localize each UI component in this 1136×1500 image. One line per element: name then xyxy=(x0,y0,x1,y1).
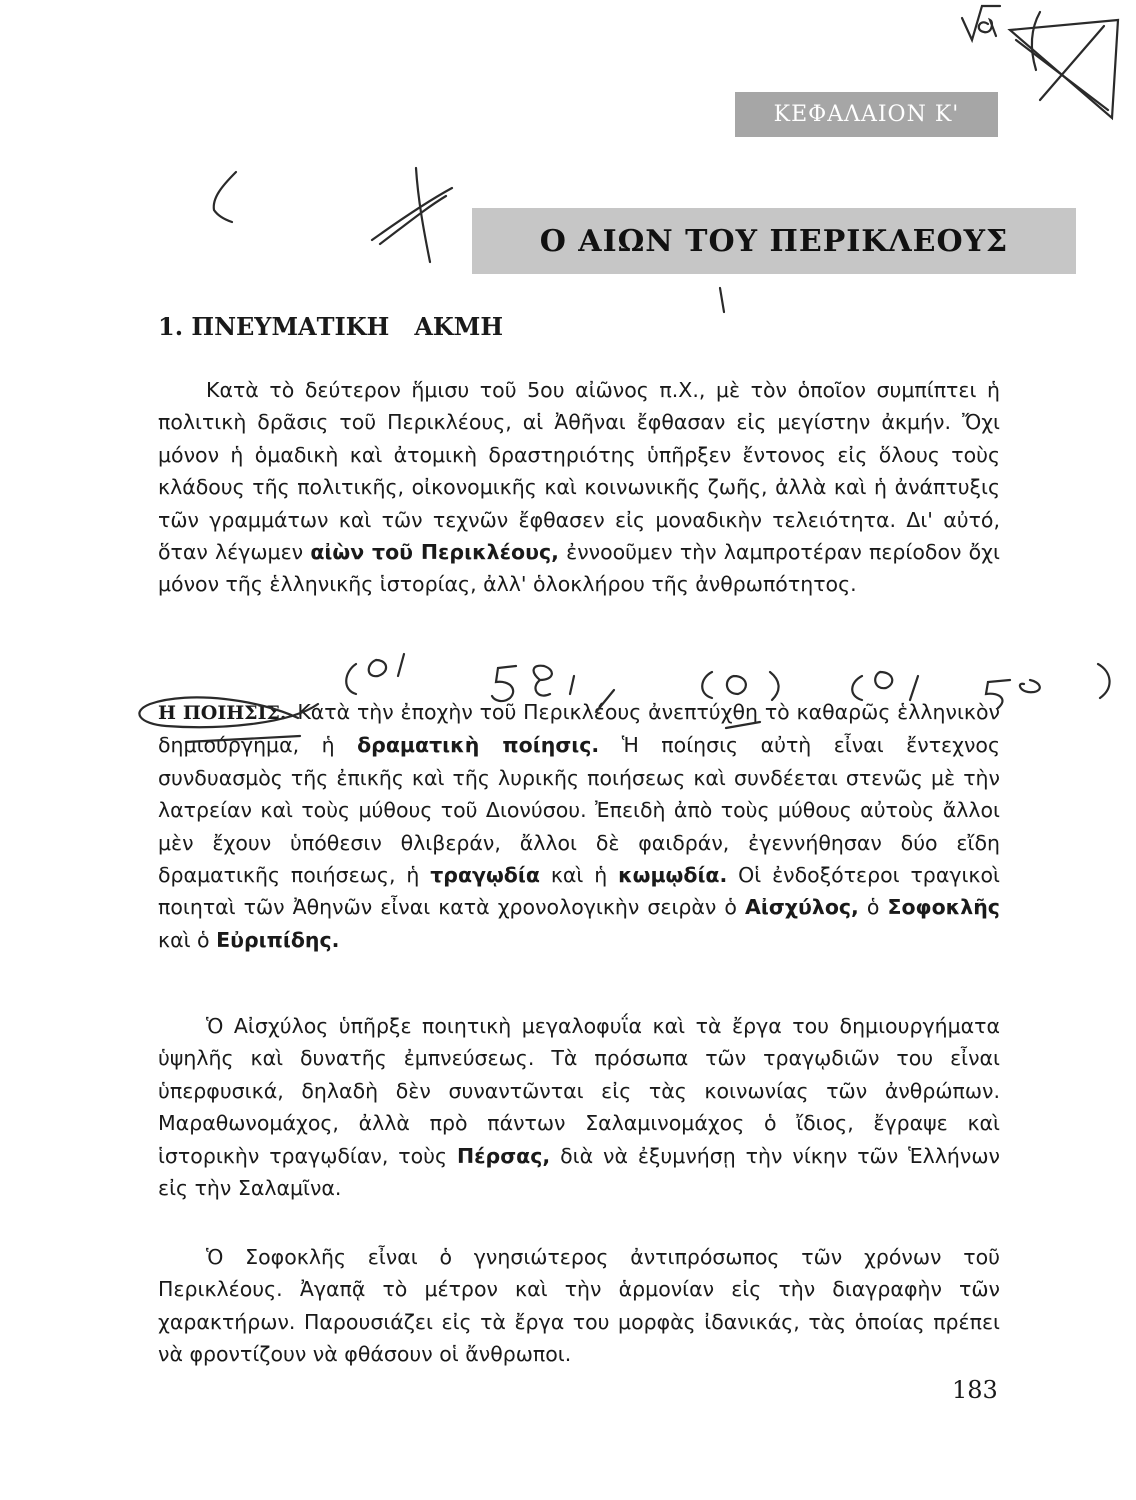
paragraph-poetry xyxy=(158,696,1000,956)
text-run: Κατὰ τὴν ἐποχὴν τοῦ Περικλέους ἀνεπτύχθη τὸ καθαρῶς ἑλληνικὸν δημιούργημα, ἡ xyxy=(158,700,1000,758)
paragraph-aeschylus xyxy=(158,1010,1000,1204)
handwritten-math-formula xyxy=(979,20,996,36)
handwritten-tick xyxy=(214,172,236,222)
handwritten-triangle-sketch xyxy=(1016,40,1108,110)
handwritten-math-formula xyxy=(962,6,1000,40)
section-heading: 1. ΠΝΕΥΜΑΤΙΚΗ ΑΚΜΗ xyxy=(158,312,504,341)
page-number: 183 xyxy=(952,1376,998,1404)
handwritten-triangle-sketch xyxy=(1040,26,1104,100)
emphasis-term: αἰὼν τοῦ Περικλέους, xyxy=(310,540,559,565)
handwritten-mark xyxy=(720,288,724,312)
emphasis-term: δραματικὴ ποίησις. xyxy=(357,733,600,758)
handwritten-numbers xyxy=(986,664,1110,708)
handwritten-cross-mark xyxy=(372,188,452,240)
text-run: Ἡ ποίησις αὐτὴ εἶναι ἔντεχνος συνδυασμὸς τῆς ἐπικῆς καὶ τῆς λυρικῆς ποιήσεως καὶ συνδέεται στενῶς μὲ τὴν λατρείαν καὶ τοὺς μύθους τοῦ Διονύσου. Ἐπειδὴ ἀπὸ τοὺς μύθους αὐτοὺς ἄλλοι μὲν ἔχουν ὑπόθεσιν θλιβεράν, ἄλλοι δὲ φαιδράν, ἐγεννήθησαν δύο εἴδη δραματικῆς ποιήσεως, ἡ xyxy=(158,733,1000,888)
paragraph-intro xyxy=(158,374,1000,601)
text-run: Ὁ Σοφοκλῆς εἶναι ὁ γνησιώτερος ἀντιπρόσωπος τῶν χρόνων τοῦ Περικλέους. Ἀγαπᾷ τὸ μέτρον καὶ τὴν ἁρμονίαν εἰς τὴν διαγραφὴν τῶν χαρακτήρων. Παρουσιάζει εἰς τὰ ἔργα του μορφὰς ἰδανικάς, τὰς ὁποίας πρέπει νὰ φροντίζουν νὰ φθάσουν οἱ ἄνθρωποι. xyxy=(158,1245,1000,1367)
text-run: Κατὰ τὸ δεύτερον ἥμισυ τοῦ 5ου αἰῶνος π.Χ., μὲ τὸν ὁποῖον συμπίπτει ἡ πολιτικὴ δρᾶσις τοῦ Περικλέους, αἱ Ἀθῆναι ἔφθασαν εἰς μεγίστην ἀκμήν. Ὄχι μόνον ἡ ὁμαδικὴ καὶ ἀτομικὴ δραστηριότης ὑπῆρξεν ἔντονος εἰς ὅλους τοὺς κλάδους τῆς πολιτικῆς, οἰκονομικῆς καὶ κοινωνικῆς ζωῆς, ἀλλὰ καὶ ἡ ἀνάπτυξις τῶν γραμμάτων καὶ τῶν τεχνῶν ἔφθασεν εἰς μοναδικὴν τελειότητα. Δι' αὐτό, ὅταν λέγωμεν xyxy=(158,378,1000,565)
paragraph-sophocles xyxy=(158,1241,1000,1371)
text-run: διὰ νὰ ἐξυμνήσῃ τὴν νίκην τῶν Ἑλλήνων εἰς τὴν Σαλαμῖνα. xyxy=(158,1143,1000,1201)
text-run: ἐννοοῦμεν τὴν λαμπροτέραν περίοδον ὄχι μόνον τῆς ἑλληνικῆς ἱστορίας, ἀλλ' ὁλοκλήρου τῆς ἀνθρωπότητος. xyxy=(158,540,1000,597)
chapter-title: Ο ΑΙΩΝ ΤΟΥ ΠΕΡΙΚΛΕΟΥΣ xyxy=(472,208,1076,274)
handwritten-cross-mark xyxy=(380,196,446,244)
emphasis-term: Αἰσχύλος, xyxy=(744,895,859,920)
text-run: ὁ xyxy=(866,895,880,920)
chapter-label: ΚΕΦΑΛΑΙΟΝ Κ' xyxy=(735,92,998,137)
handwritten-numbers xyxy=(346,654,404,694)
handwritten-triangle-sketch xyxy=(1032,12,1040,70)
text-run: Οἱ ἐνδοξότεροι τραγικοὶ ποιηταὶ τῶν Ἀθηνῶν εἶναι κατὰ χρονολογικὴν σειρὰν ὁ xyxy=(158,863,1000,920)
emphasis-term: Εὐριπίδης. xyxy=(216,927,340,952)
emphasis-term: τραγῳδία xyxy=(430,863,540,888)
text-run: καὶ ὁ xyxy=(158,927,210,952)
text-run: Ὁ Αἰσχύλος ὑπῆρξε ποιητικὴ μεγαλοφυΐα καὶ τὰ ἔργα του δημιουργήματα ὑψηλῆς καὶ δυνατῆς ἐμπνεύσεως. Τὰ πρόσωπα τῶν τραγῳδιῶν του εἶναι ὑπερφυσικά, δηλαδὴ δὲν συναντῶνται εἰς τὰς κοινωνίας τῶν ἀνθρώπων. Μαραθωνομάχος, ἀλλὰ πρὸ πάντων Σαλαμινομάχος ὁ ἴδιος, ἔγραψε καὶ ἱστορικὴν τραγῳδίαν, τοὺς xyxy=(158,1014,1000,1168)
emphasis-term: Σοφοκλῆς xyxy=(887,895,1000,920)
paragraph-lead-label: Η ΠΟΙΗΣΙΣ. xyxy=(158,702,287,724)
emphasis-term: Πέρσας, xyxy=(456,1143,551,1168)
text-run: καὶ ἡ xyxy=(550,863,608,888)
handwritten-cross-mark xyxy=(416,168,430,262)
emphasis-term: κωμῳδία. xyxy=(618,863,728,888)
handwritten-triangle-sketch xyxy=(1010,20,1118,118)
